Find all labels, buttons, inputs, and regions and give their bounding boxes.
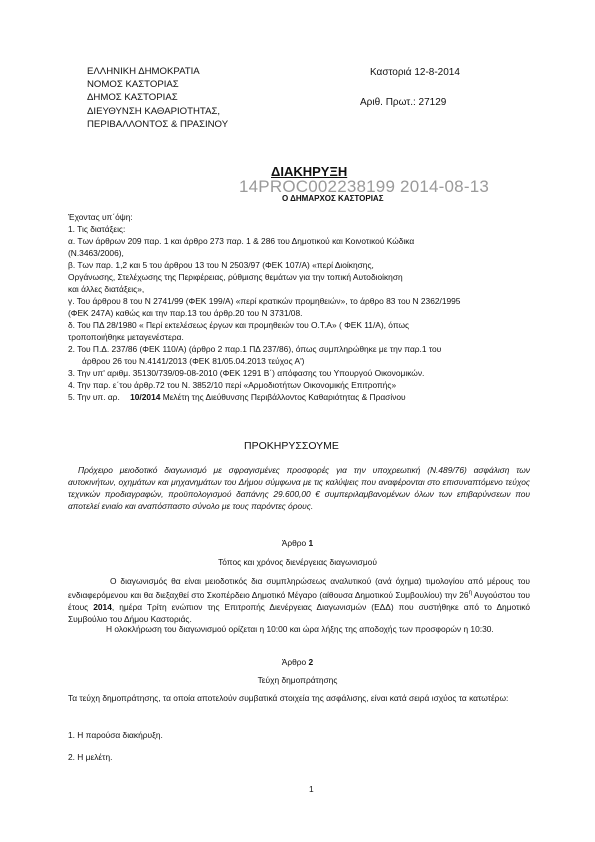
article-2-list-item: 1. Η παρούσα διακήρυξη.: [68, 730, 163, 740]
intro-paragraph-text: Πρόχειρο μειοδοτικό διαγωνισμό με σφραγισμένες προσφορές για την υποχρεωτική (Ν.489/76) ασφάλιση των αυτοκινήτων, οχημάτων και μηχανημάτων του Δήμου σύμφωνα με τις καλύψεις που αναφέρονται στο επισυναπτόμενο τεύχος τεχνικών προδιαγραφών, προϋπολογισμού δαπάνης 29.600,00 € συμπεριλαμβανομένων όλων των επιβαρύνσεων που αποτελεί ενιαίο και αναπόσπαστο σύνολο με τους παρόντες όρους.: [68, 465, 530, 511]
item-b-line: και άλλες διατάξεις»,: [68, 284, 145, 294]
article-2-number: 2: [308, 657, 314, 667]
item-5-prefix: 5. Την υπ. αρ.: [68, 392, 120, 402]
article-1-year: 2014: [93, 601, 112, 612]
article-1-para1-a: Ο διαγωνισμός θα είναι μειοδοτικός δια συμπληρώσεως αναλυτικού (ανά όχημα) τιμολογίου από μέρους του ενδιαφερόμενου και θα διεξαχθεί στο Σκοπέρδειο Δημοτικό Μέγαρο (αίθουσα Δημοτικού Συμβουλίου) την 26: [68, 576, 530, 600]
item-b-line: Οργάνωσης, Στελέχωσης της Περιφέρειας, ρύθμισης θεμάτων για την τοπική Αυτοδιοίκηση: [68, 272, 403, 282]
authority-line: ΝΟΜΟΣ ΚΑΣΤΟΡΙΑΣ: [87, 79, 179, 91]
intro-paragraph: [68, 464, 530, 512]
proclaim-heading: ΠΡΟΚΗΡΥΣΣΟΥΜΕ: [244, 440, 339, 452]
article-1-paragraph-1: [68, 575, 530, 625]
item-2-line: άρθρου 26 του Ν.4141/2013 (ΦΕΚ 81/05.04.2013 τεύχος Α'): [82, 356, 305, 366]
item-3-line: 3. Την υπ' αριθμ. 35130/739/09-08-2010 (ΦΕΚ 1291 Β΄) απόφασης του Υπουργού Οικονομικών.: [68, 368, 425, 378]
authority-line: ΔΙΕΥΘΥΝΣΗ ΚΑΘΑΡΙΟΤΗΤΑΣ,: [87, 105, 221, 117]
article-1-para1-sup: η: [468, 590, 472, 596]
registry-watermark: 14PROC002238199 2014-08-13: [239, 177, 489, 196]
item-d-line: τροποποιήθηκε μεταγενέστερα.: [68, 332, 184, 342]
authority-line: ΠΕΡΙΒΑΛΛΟΝΤΟΣ & ΠΡΑΣΙΝΟΥ: [87, 118, 229, 130]
article-1-para1-b: Αυγούστου του έτους: [68, 589, 531, 612]
item-b-line: β. Των παρ. 1,2 και 5 του άρθρου 13 του Ν 2503/97 (ΦΕΚ 107/Α) «περί Διοίκησης,: [68, 260, 374, 270]
considerations-intro: Έχοντας υπ΄όψη:: [68, 212, 133, 222]
item-4-line: 4. Την παρ. ε΄του άρθρ.72 του Ν. 3852/10 περί «Αρμοδιοτήτων Οικονομικής Επιτροπής»: [68, 380, 397, 390]
authority-line: ΕΛΛΗΝΙΚΗ ΔΗΜΟΚΡΑΤΙΑ: [87, 66, 200, 77]
page-number: 1: [309, 784, 314, 794]
item-a-line: α. Των άρθρων 209 παρ. 1 και άρθρο 273 παρ. 1 & 286 του Δημοτικού και Κοινοτικού Κώδικα: [68, 236, 415, 246]
item-a-line: (Ν.3463/2006),: [68, 248, 124, 258]
protocol-number: Αριθ. Πρωτ.: 27129: [360, 97, 447, 108]
item-1-heading: 1. Τις διατάξεις:: [68, 224, 126, 234]
article-1-paragraph-2: [68, 623, 530, 635]
article-1-label: Άρθρο: [281, 538, 307, 548]
article-2-list-item: 2. Η μελέτη.: [68, 752, 113, 762]
article-2-para-text: Τα τεύχη δημοπράτησης, τα οποία αποτελούν συμβατικά στοιχεία της ασφάλισης, είναι κατά σειρά ισχύος τα κατωτέρω:: [68, 693, 509, 703]
article-2-paragraph: [68, 692, 530, 704]
article-1-title: Τόπος και χρόνος διενέργειας διαγωνισμού: [218, 557, 377, 567]
mayor-heading: Ο ΔΗΜΑΡΧΟΣ ΚΑΣΤΟΡΙΑΣ: [282, 194, 384, 203]
item-d-line: δ. Του ΠΔ 28/1980 « Περί εκτελέσεως έργων και προμηθειών του Ο.Τ.Α» ( ΦΕΚ 11/Α), όπως: [68, 320, 410, 330]
item-5-rest: Μελέτη της Διεύθυνσης Περιβάλλοντος Καθαριότητας & Πρασίνου: [160, 392, 406, 402]
item-5-line: [68, 391, 460, 403]
article-2-heading: [0, 656, 595, 668]
considerations-block: [68, 211, 460, 403]
item-5-number: 10/2014: [130, 392, 161, 402]
authority-line: ΔΗΜΟΣ ΚΑΣΤΟΡΙΑΣ: [87, 92, 178, 104]
article-1-para2-text: Η ολοκλήρωση του διαγωνισμού ορίζεται η 10:00 και ώρα λήξης της αποδοχής των προσφορών η 10:30.: [106, 624, 494, 634]
document-title: ΔΙΑΚΗΡΥΞΗ: [271, 164, 348, 179]
document-date: Καστοριά 12-8-2014: [370, 67, 460, 78]
article-1-number: 1: [308, 538, 314, 548]
article-2-title: Τεύχη δημοπράτησης: [257, 675, 338, 685]
article-1-heading: [0, 537, 595, 549]
article-2-label: Άρθρο: [281, 657, 307, 667]
item-c-line: (ΦΕΚ 247Α) καθώς και την παρ.13 του άρθρ.20 του Ν 3731/08.: [68, 308, 303, 318]
item-c-line: γ. Του άρθρου 8 του Ν 2741/99 (ΦΕΚ 199/Α) «περί κρατικών προμηθειών», το άρθρο 83 του Ν 2362/1995: [68, 296, 461, 306]
item-2-line: 2. Του Π.Δ. 237/86 (ΦΕΚ 110/Α) (άρθρο 2 παρ.1 ΠΔ 237/86), όπως συμπληρώθηκε με την παρ.1 του: [68, 344, 442, 354]
issuing-authority: [87, 65, 228, 131]
article-1-para1-c: , ημέρα Τρίτη ενώπιον της Επιτροπής Διενέργειας Διαγωνισμών (ΕΔΔ) που συστήθηκε από το Δημοτικό Συμβούλιο του Δήμου Καστοριάς.: [68, 601, 530, 624]
